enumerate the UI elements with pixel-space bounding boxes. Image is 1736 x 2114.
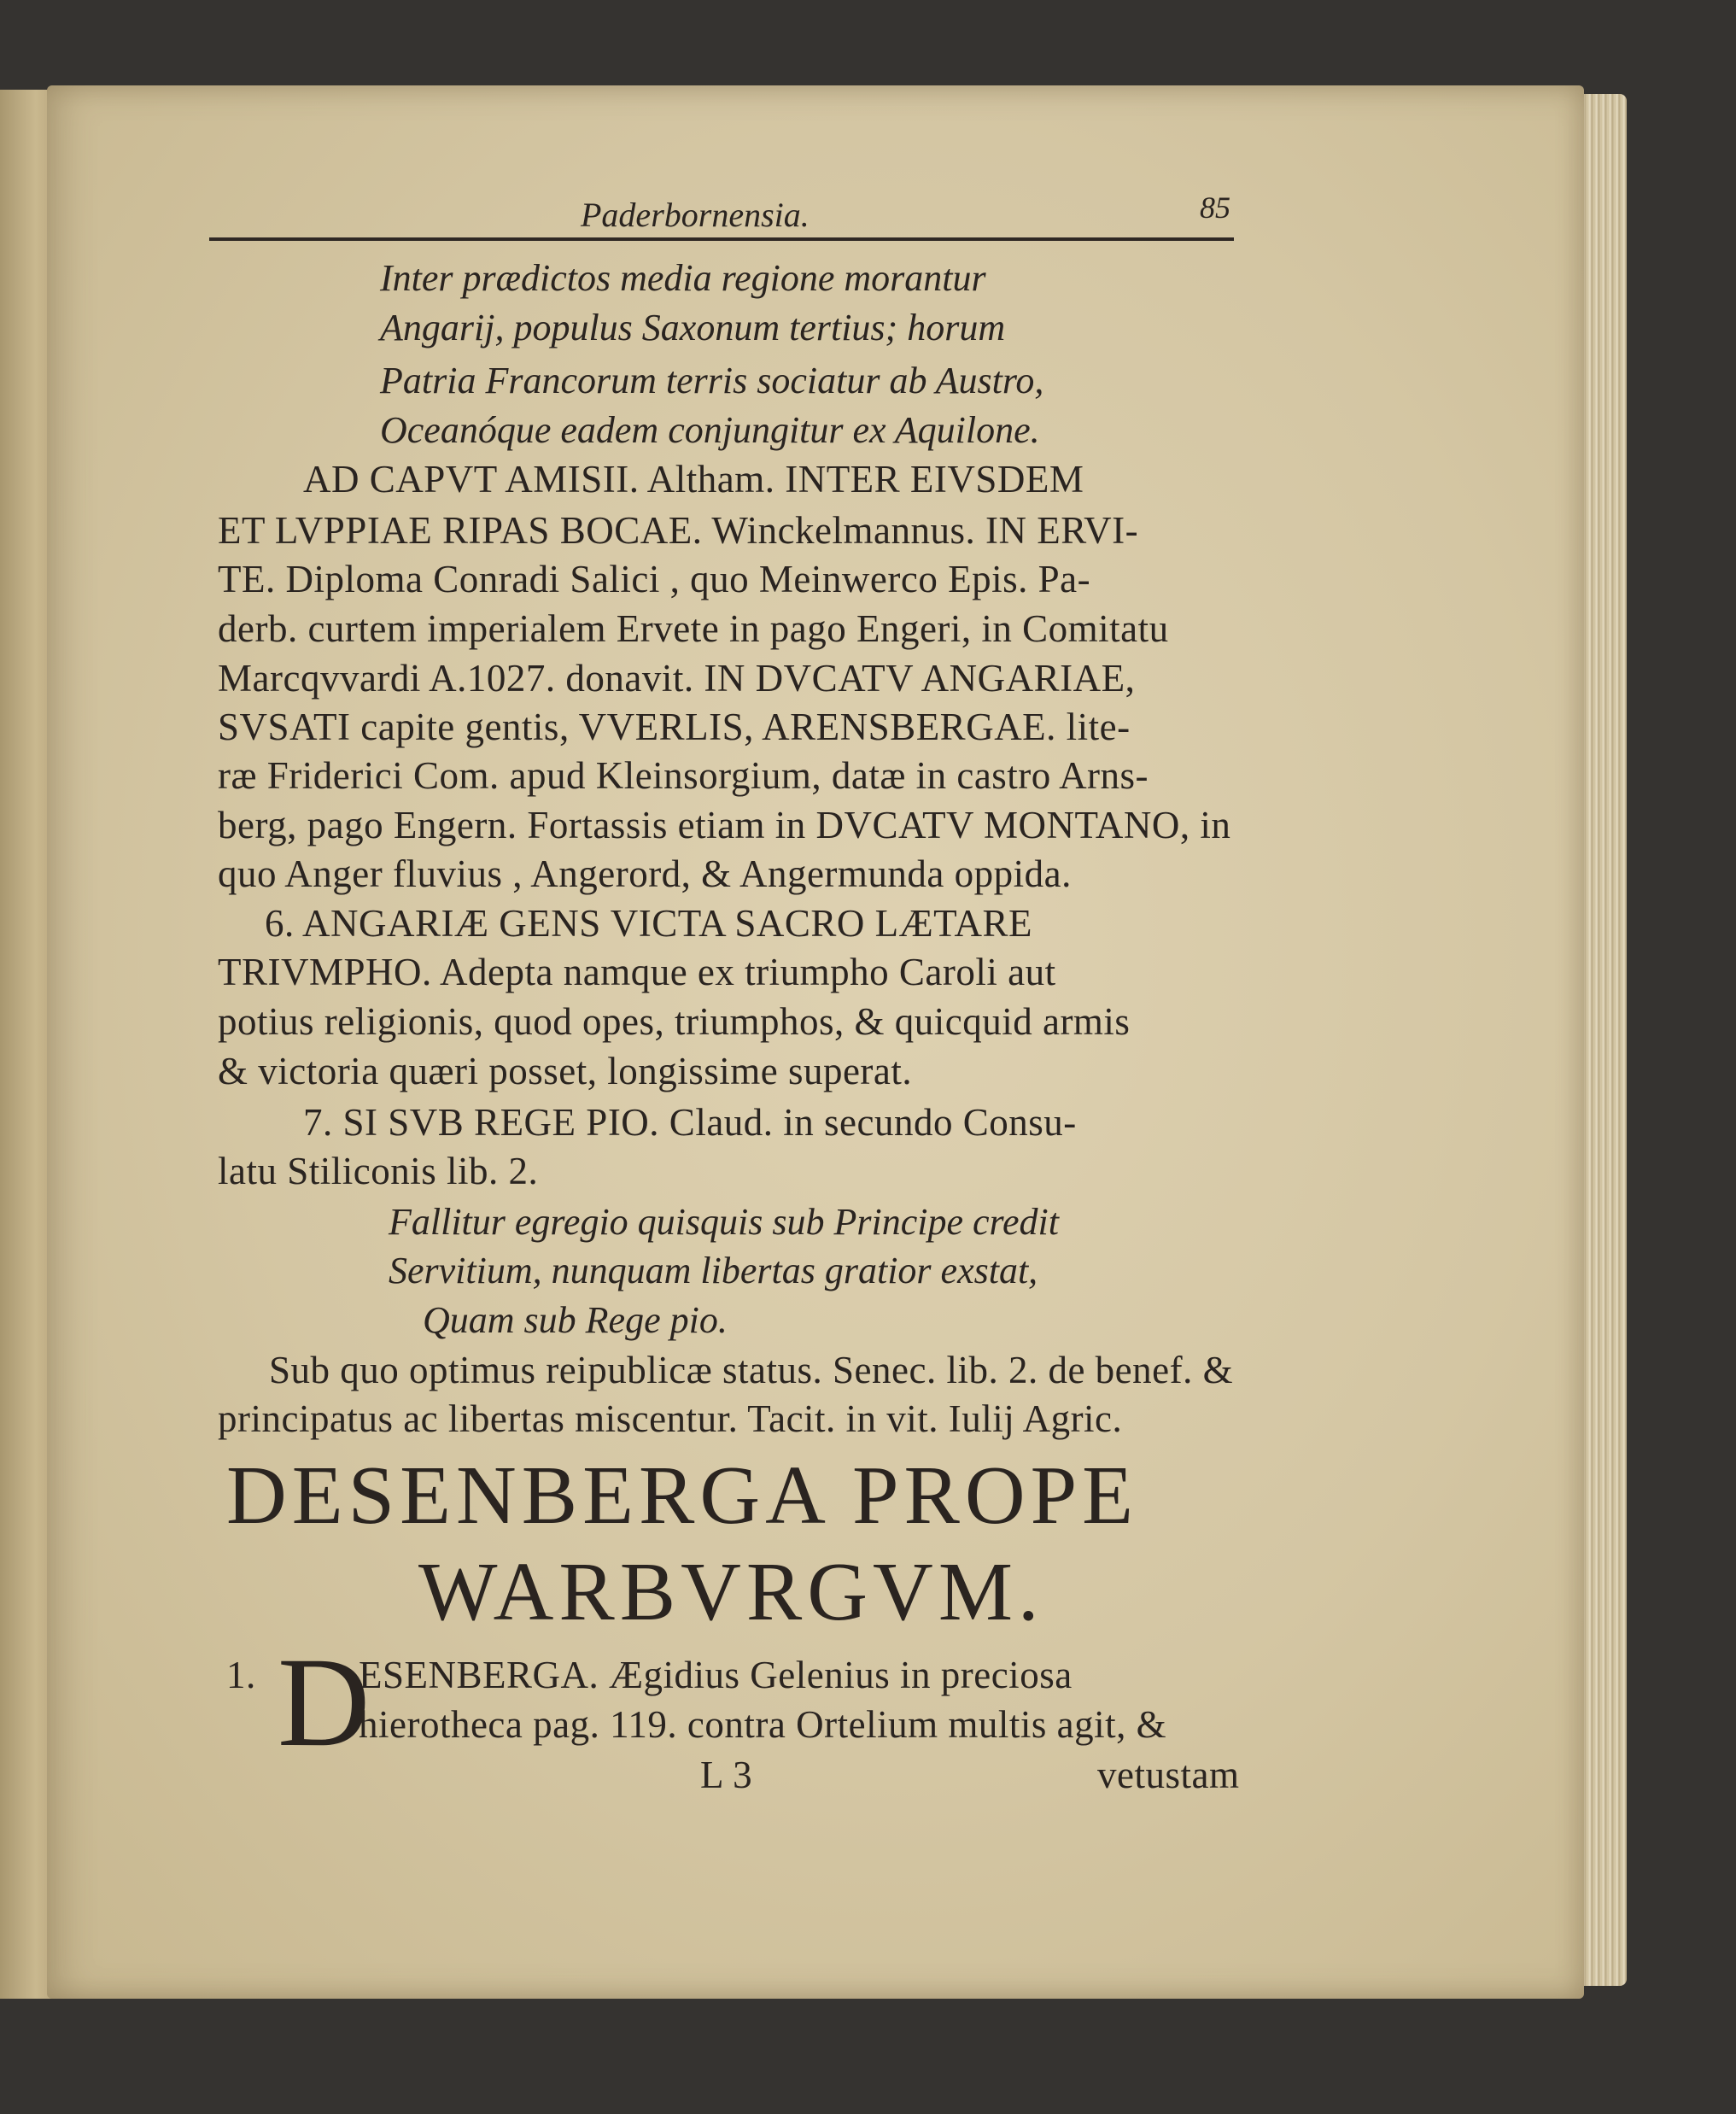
paragraph-7-line-1: 7. SI SVB REGE PIO. Claud. in secundo Consu- bbox=[303, 1101, 1077, 1144]
verse-1-line-1: Inter prædictos media regione morantur bbox=[380, 257, 986, 299]
paragraph-6-line-3: potius religionis, quod opes, triumphos, & quicquid armis bbox=[218, 1000, 1131, 1043]
verse-2-line-2: Servitium, nunquam libertas gratior exstat, bbox=[389, 1250, 1038, 1291]
verse-1-line-3: Patria Francorum terris sociatur ab Austro, bbox=[380, 360, 1044, 401]
running-title: Paderbornensia. bbox=[581, 196, 810, 234]
paragraph-1-line-1: AD CAPVT AMISII. Altham. INTER EIVSDEM bbox=[303, 458, 1084, 501]
paragraph-6-line-1: 6. ANGARIÆ GENS VICTA SACRO LÆTARE bbox=[265, 902, 1033, 945]
section-paragraph-line-1: ESENBERGA. Ægidius Gelenius in preciosa bbox=[359, 1654, 1073, 1696]
paragraph-6-line-4: & victoria quæri posset, longissime superat. bbox=[218, 1050, 913, 1092]
paragraph-1-line-9: quo Anger fluvius , Angerord, & Angermunda oppida. bbox=[218, 852, 1072, 895]
paragraph-7-line-2: latu Stiliconis lib. 2. bbox=[218, 1150, 539, 1192]
paragraph-1-line-3: TE. Diploma Conradi Salici , quo Meinwerco Epis. Pa- bbox=[218, 558, 1091, 600]
paragraph-1-line-4: derb. curtem imperialem Ervete in pago Engeri, in Comitatu bbox=[218, 607, 1169, 650]
header-rule bbox=[209, 237, 1234, 241]
page-number: 85 bbox=[1200, 190, 1230, 225]
paragraph-1-line-6: SVSATI capite gentis, VVERLIS, ARENSBERGAE. lite- bbox=[218, 706, 1131, 748]
paragraph-1-line-7: ræ Friderici Com. apud Kleinsorgium, datæ in castro Arns- bbox=[218, 754, 1149, 797]
section-paragraph-line-2: hierotheca pag. 119. contra Ortelium multis agit, & bbox=[359, 1703, 1167, 1746]
paragraph-8-line-2: principatus ac libertas miscentur. Tacit. in vit. Iulij Agric. bbox=[218, 1397, 1123, 1440]
verse-1-line-2: Angarij, populus Saxonum tertius; horum bbox=[380, 307, 1006, 348]
verse-2-line-1: Fallitur egregio quisquis sub Principe credit bbox=[389, 1201, 1059, 1243]
section-number: 1. bbox=[226, 1654, 256, 1696]
paragraph-1-line-2: ET LVPPIAE RIPAS BOCAE. Winckelmannus. IN ERVI- bbox=[218, 509, 1139, 552]
drop-cap-letter: D bbox=[278, 1631, 371, 1773]
verse-2-line-3: Quam sub Rege pio. bbox=[423, 1299, 728, 1341]
paragraph-6-line-2: TRIVMPHO. Adepta namque ex triumpho Caroli aut bbox=[218, 951, 1056, 993]
paragraph-1-line-8: berg, pago Engern. Fortassis etiam in DVCATV MONTANO, in bbox=[218, 804, 1231, 846]
catchword: vetustam bbox=[1097, 1754, 1240, 1796]
section-heading-line-2: WARBVRGVM. bbox=[418, 1546, 1044, 1638]
verse-1-line-4: Oceanóque eadem conjungitur ex Aquilone. bbox=[380, 409, 1040, 451]
section-heading-line-1: DESENBERGA PROPE bbox=[226, 1449, 1139, 1542]
paragraph-1-line-5: Marcqvvardi A.1027. donavit. IN DVCATV ANGARIAE, bbox=[218, 657, 1136, 700]
paragraph-8-line-1: Sub quo optimus reipublicæ status. Senec. lib. 2. de benef. & bbox=[269, 1349, 1234, 1391]
signature-mark: L 3 bbox=[700, 1754, 753, 1796]
